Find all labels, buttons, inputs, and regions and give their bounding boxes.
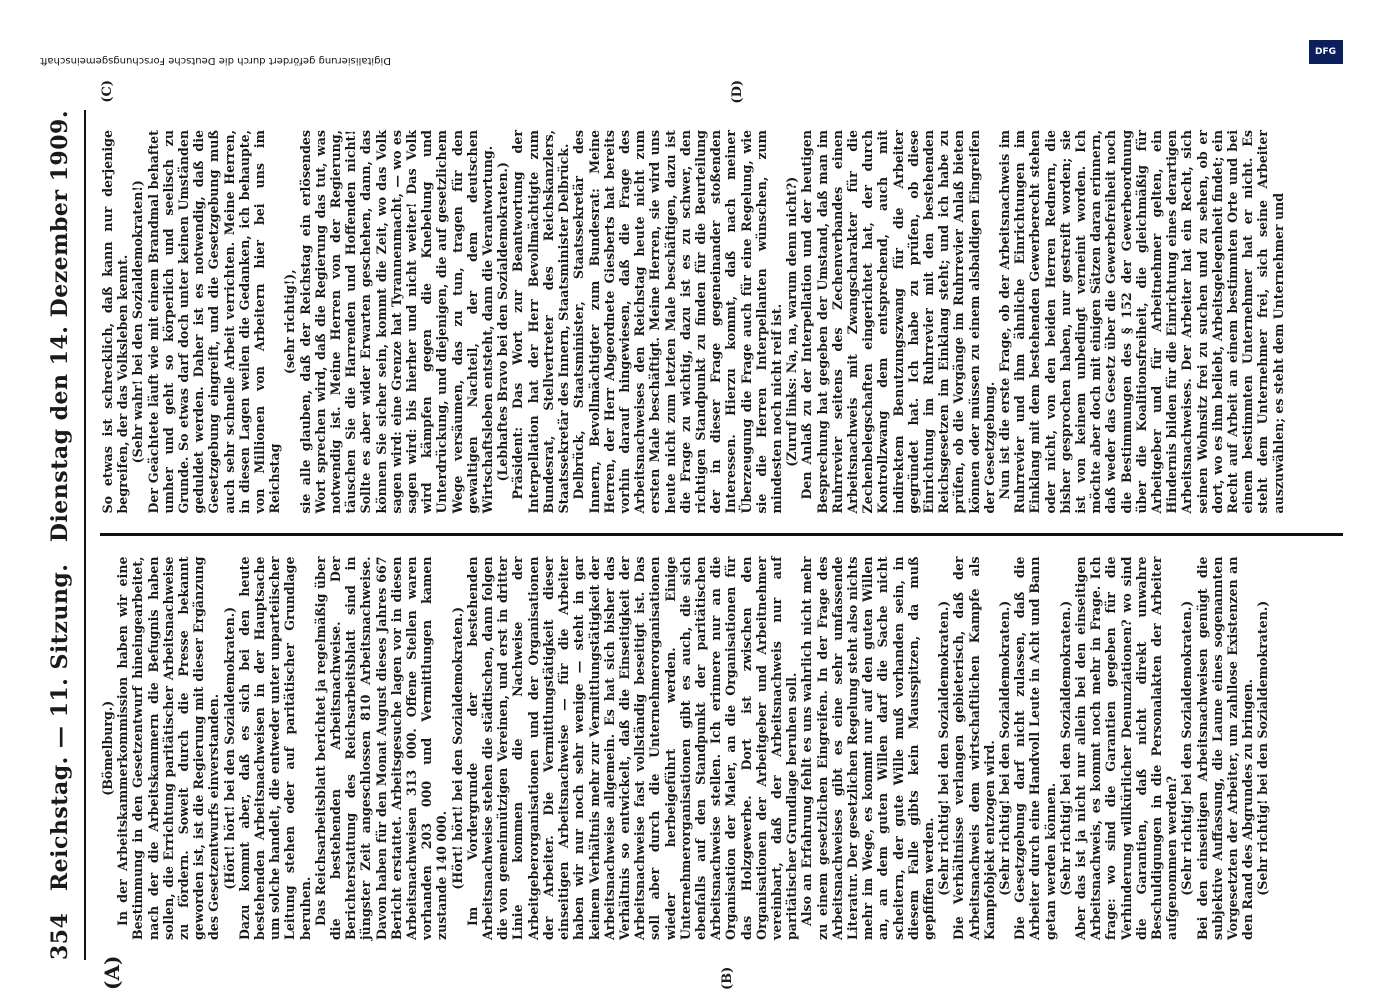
interjection: (Hört! hört! bei den Sozialdemokraten.) bbox=[221, 606, 237, 890]
marker-a: (A) bbox=[100, 955, 124, 990]
interjection: (sehr richtig!), bbox=[282, 269, 298, 375]
paragraph: Aber das ist ja nicht nur allein bei den einseitigen Arbeitsnachweis, es kommt noch mehr in Frage. Ich frage: wo sind die Garantien gegeben für die Verhinderung willkürlicher Denunziationen? wo sind die Garantien, daß nicht direkt unwahre Beschuldigungen in die Personalakten der Arbeiter aufgenommen werden? bbox=[1073, 556, 1180, 940]
interjection: (Hört! hört! bei den Sozialdemokraten.) bbox=[449, 606, 465, 890]
dfg-logo: DFG bbox=[1309, 40, 1343, 64]
paragraph: So etwas ist schrecklich, daß kann nur derjenige begreifen, der das Volksleben kennt. bbox=[100, 130, 131, 514]
paragraph: Im Vordergrunde der bestehenden Arbeitsnachweise stehen die städtischen, dann folgen die von gemeinnützigen Vereinen, und erst in dritter Linie kommen die Nachweise der Arbeitgeberorganisationen und der Organisationen der Arbeiter. Die Vermittlungstätigkeit dieser einseitigen Arbeitsnachweise — für die Arbeiter haben wir nur noch sehr wenige — steht in gar keinem Verhältnis mehr zur Vermittlungstätigkeit der Arbeitsnachweise allgemein. Es hat sich bisher das Verhältnis so entwickelt, daß die Einseitigkeit der Arbeitsnachweise fast vollständig beseitigt ist. Das soll aber durch die Unternehmerorganisationen wieder herbeigeführt werden. Einige Unternehmerorganisationen gibt es auch, die sich ebenfalls auf den Standpunkt der paritätischen Arbeitsnachweise stellen. Ich erinnere nur an die Organisation der Maler, an die Organisationen für das Holzgewerbe. Dort ist zwischen den Organisationen der Arbeitgeber und Arbeitnehmer vereinbart, daß der Arbeitsnachweis nur auf paritätischer Grundlage beruhen soll. bbox=[464, 556, 800, 940]
interjection: (Sehr richtig! bei den Sozialdemokraten.) bbox=[1255, 600, 1271, 896]
marker-b: (B) bbox=[720, 966, 735, 990]
page-content bbox=[40, 47, 1343, 990]
text-columns bbox=[100, 110, 1343, 960]
interjection: (Sehr richtig! bei den Sozialdemokraten.) bbox=[996, 600, 1012, 896]
header-left-title: Reichstag. — 11. Sitzung. bbox=[47, 563, 73, 892]
paragraph: Bei den einseitigen Arbeitsnachweisen genügt die subjektive Auffassung, die Laune eines sogenannten Vorgesetzten der Arbeiter, um zahllose Existenzen an den Rand des Abgrundes zu bringen. bbox=[1194, 556, 1256, 940]
paragraph: Nun ist die erste Frage, ob der Arbeitsnachweis im Ruhrrevier und ihm ähnliche Einrichtungen im Einklang mit dem bestehenden Gewerberecht stehen oder nicht, von den beiden Herren Rednern, die bisher gesprochen haben, nur gestreift worden; sie ist von keinem unbedingt verneint worden. Ich möchte aber doch mit einigen Sätzen daran erinnern, daß weder das Gesetz über die Gewerbefreiheit noch die Bestimmungen des § 152 der Gewerbeordnung über die Koalitionsfreiheit, die gleichmäßig für Arbeitgeber und für Arbeitnehmer gelten, ein Hindernis bilden für die Einrichtung eines derartigen Arbeitsnachweises. Der Arbeiter hat ein Recht, sich seinen Wohnsitz frei zu suchen und zu sehen, ob er dort, wo es ihm beliebt, Arbeitsgelegenheit findet; ein Recht auf Arbeit an einem bestimmten Orte und bei einem bestimmten Unternehmer hat er nicht. Es steht dem Unternehmer frei, sich seine Arbeiter auszuwählen; es steht dem Unternehmer und bbox=[996, 130, 1286, 514]
interjection: (Sehr richtig! bei den Sozialdemokraten.) bbox=[936, 600, 952, 896]
left-column bbox=[100, 537, 1343, 961]
interjection: (Sehr richtig! bei den Sozialdemokraten.) bbox=[1179, 600, 1195, 896]
marker-c: (C) bbox=[100, 80, 115, 103]
paragraph: In der Arbeitskammerkommission haben wir eine Bestimmung in den Gesetzentwurf hineingearbeitet, nach der die Arbeitskammern die Befugnis haben sollen, die Errichtung paritätischer Arbeitsnachweise zu fördern. Soweit durch die Presse bekannt geworden ist, ist die Regierung mit dieser Ergänzung des Gesetzentwurfs einverstanden. bbox=[115, 556, 222, 940]
page-number: 354 bbox=[47, 912, 73, 960]
marker-d: (D) bbox=[730, 80, 745, 104]
paragraph: Also an Erfahrung fehlt es uns wahrlich nicht mehr zu einem gesetzlichen Eingreifen. In der Frage des Arbeitsnachweises gibt es eine sehr umfassende Literatur. Der gesetzlichen Regelung steht also nichts mehr im Wege, es kommt nur auf den guten Willen an, an dem guten Willen darf die Sache nicht scheitern, der gute Wille muß vorhanden sein, in diesem Falle gibts kein Mausspitzen, da muß gepfiffen werden. bbox=[799, 556, 936, 940]
page-header bbox=[40, 110, 80, 960]
interjection: (Zuruf links: Na, na, warum denn nicht?) bbox=[784, 176, 800, 467]
right-column bbox=[100, 110, 1343, 534]
digitization-credit: Digitalisierung gefördert durch die Deutsche Forschungsgemeinschaft bbox=[40, 55, 391, 66]
paragraph: Die Gesetzgebung darf nicht zulassen, daß die Arbeiter durch eine Handvoll Leute in Acht und Bann getan werden können. bbox=[1012, 556, 1058, 940]
paragraph: Präsident: Das Wort zur Beantwortung der Interpellation hat der Herr Bevollmächtigte zum Bundesrat, Stellvertreter des Reichskanzlers, Staatssekretär des Innern, Staatsminister Delbrück. bbox=[510, 130, 572, 514]
paragraph: Dazu kommt aber, daß es sich bei den heute bestehenden Arbeitsnachweisen in der Hauptsache um solche handelt, die entweder unter unparteiischer Leitung stehen oder auf paritätischer Grundlage beruhen. bbox=[236, 556, 313, 940]
paragraph: Den Anlaß zu der Interpellation und der heutigen Besprechung hat gegeben der Umstand, daß man im Ruhrrevier seitens des Zechenverbandes einen Arbeitsnachweis mit Zwangscharakter für die Zechenbelegschaften eingerichtet hat, der durch Kontrollzwang dem entsprechend, auch mit indirektem Benutzungszwang für die Arbeiter gegründet hat. Ich habe zu prüfen, ob diese Einrichtung im Ruhrrevier mit den bestehenden Reichsgesetzen im Einklang steht; und ich habe zu prüfen, ob die Vorgänge im Ruhrrevier Anlaß bieten können oder müssen zu einem alsbaldigen Eingreifen der Gesetzgebung. bbox=[799, 130, 997, 514]
header-rule bbox=[84, 110, 86, 960]
interjection: (Lebhaftes Bravo bei den Sozialdemokraten.) bbox=[495, 162, 511, 482]
interjection: (Bömelburg.) bbox=[100, 700, 115, 796]
paragraph: Das Reichsarbeitsblatt berichtet ja regelmäßig über die bestehenden Arbeitsnachweise. Der Berichterstattung des Reichsarbeitsblatt sind in jüngster Zeit angeschlossen 810 Arbeitsnachweise. Davon haben für den Monat August dieses Jahres 667 Bericht erstattet. Arbeitsgesuche lagen vor in diesen Arbeitsnachweisen 313 000. Offene Stellen waren vorhanden 203 000 und Vermittlungen kamen zustande 140 000. bbox=[312, 556, 450, 940]
header-right-title: Dienstag den 14. Dezember 1909. bbox=[47, 110, 73, 543]
paragraph: Der Geächtete läuft wie mit einem Brandmal behaftet umher und geht so körperlich und seelisch zu Grunde. So etwas darf doch unter keinen Umständen geduldet werden. Daher ist es notwendig, daß die Gesetzgebung eingreift, und die Gesetzgebung muß auch sehr schnelle Arbeit verrichten. Meine Herren, in diesen Lagen weilen die Gedanken, ich behaupte, von Millionen von Arbeitern hier bei uns im Reichstag bbox=[145, 130, 283, 514]
paragraph: Die Verhältnisse verlangen gebieterisch, daß der Arbeitsnachweis dem wirtschaftlichen Kampfe als Kampfobjekt entzogen wird. bbox=[951, 556, 997, 940]
paragraph: sie alle glauben, daß der Reichstag ein erlösendes Wort sprechen wird, daß die Regierung das tut, was notwendig ist. Meine Herren von der Regierung, täuschen Sie die Harrenden und Hoffenden nicht! Sollte es aber wider Erwarten geschehen, dann, das können Sie sicher sein, kommt die Zeit, wo das Volk sagen wird: eine Grenze hat Tyrannenmacht, — wo es sagen wird: bis hierher und nicht weiter! Das Volk wird kämpfen gegen die Knebelung und Unterdrückung, und diejenigen, die auf gesetzlichem Wege versäumen, das zu tun, tragen für den gewaltigen Nachteil, der dem deutschen Wirtschaftsleben entsteht, dann die Verantwortung. bbox=[297, 130, 496, 514]
interjection: (Sehr wahr! bei den Sozialdemokraten!) bbox=[130, 180, 146, 464]
paragraph: Delbrück, Staatsminister, Staatssekretär des Innern, Bevollmächtigter zum Bundesrat: Meine Herren, der Herr Abgeordnete Giesberts hat bereits vorhin darauf hingewiesen, daß die Frage des Arbeitsnachweises den Reichstag heute nicht zum ersten Male beschäftigt. Meine Herren, sie wird uns heute nicht zum letzten Male beschäftigen, dazu ist die Frage zu wichtig, dazu ist es zu schwer, den richtigen Standpunkt zu finden für die Beurteilung der in dieser Frage gegeneinander stoßenden Interessen. Hierzu kommt, daß nach meiner Überzeugung die Frage auch für eine Regelung, wie sie die Herren Interpellanten wünschen, zum mindesten noch nicht reif ist. bbox=[571, 130, 784, 514]
interjection: (Sehr richtig! bei den Sozialdemokraten.) bbox=[1057, 600, 1073, 896]
